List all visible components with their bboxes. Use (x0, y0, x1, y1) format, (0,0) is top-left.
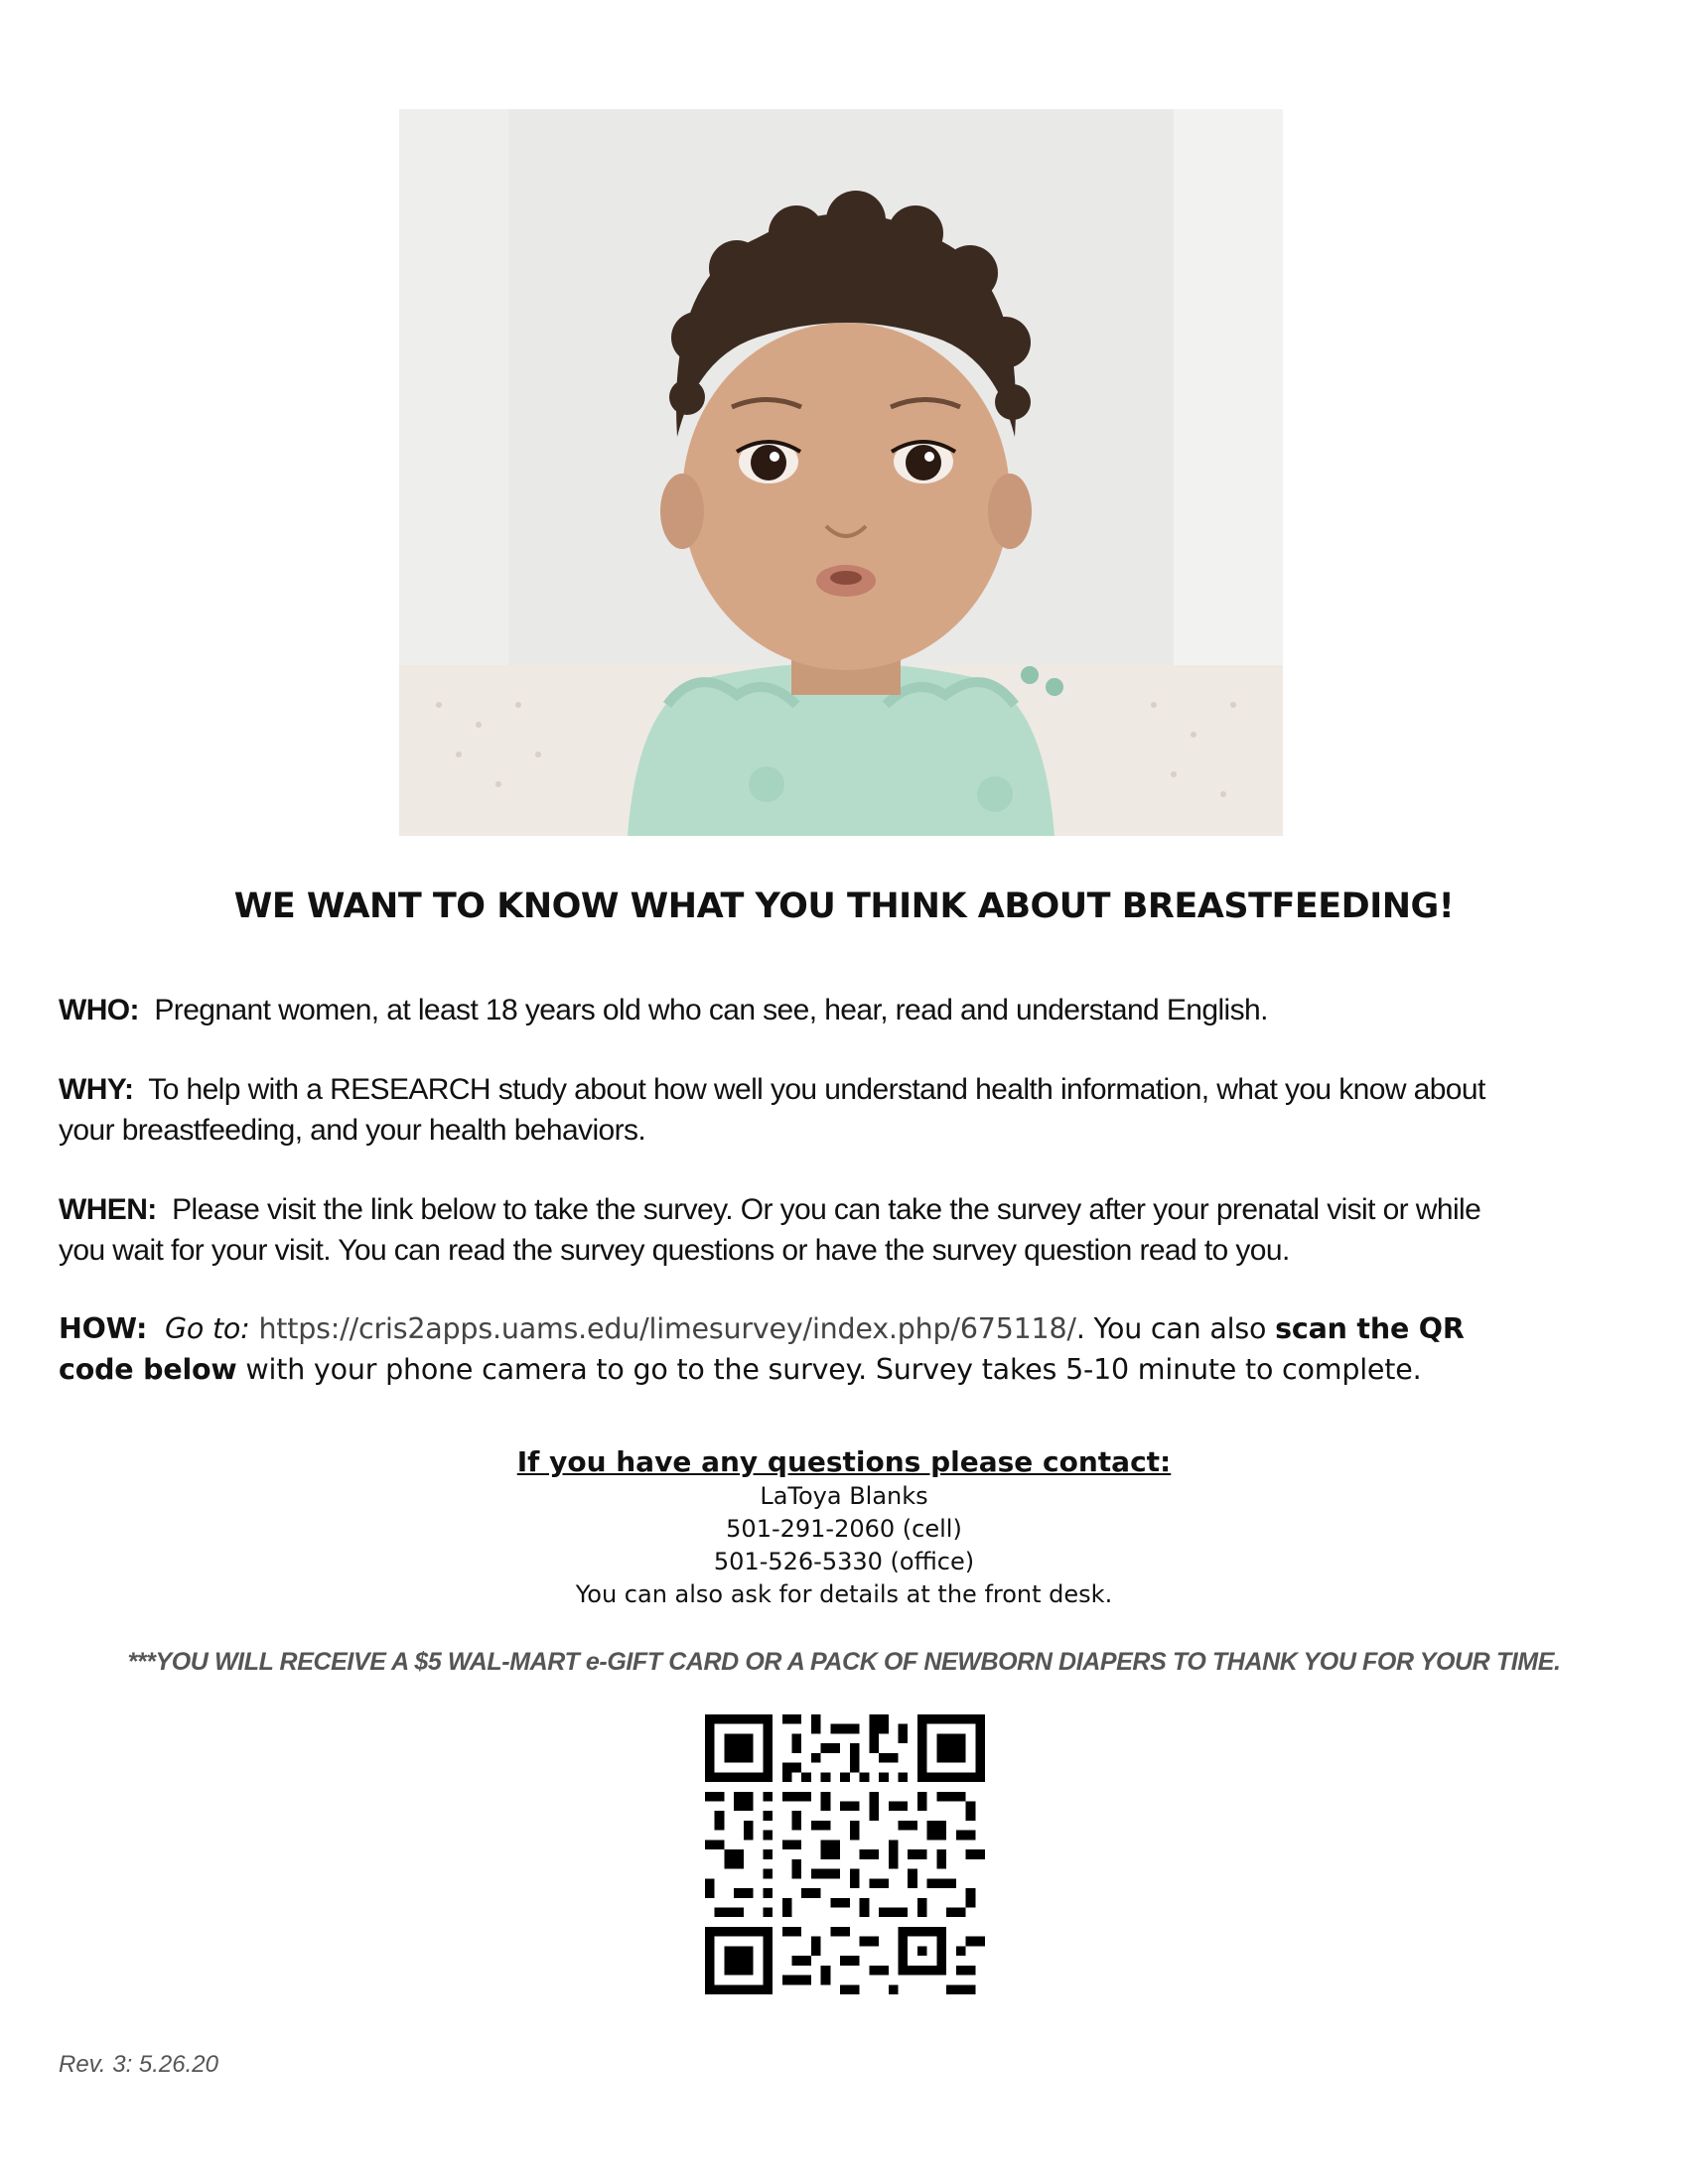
how-label: HOW: (59, 1312, 148, 1345)
how-after-url: . You can also (1075, 1312, 1276, 1345)
why-paragraph (59, 1069, 1647, 1151)
contact-note: You can also ask for details at the front desk. (575, 1580, 1113, 1608)
when-text-line2: you wait for your visit. You can read the survey questions or have the survey question read to you. (59, 1234, 1290, 1267)
who-paragraph (59, 990, 1647, 1030)
who-label: WHO: (59, 994, 139, 1026)
survey-link[interactable]: https://cris2apps.uams.edu/limesurvey/index.php/675118/ (258, 1312, 1076, 1345)
how-rest: with your phone camera to go to the survey. Survey takes 5-10 minute to complete. (236, 1353, 1422, 1386)
how-goto: Go to: (164, 1312, 250, 1345)
baby-photo (399, 109, 1283, 836)
why-text-line1: To help with a RESEARCH study about how well you understand health information, what you know about (148, 1073, 1485, 1106)
why-text-line2: your breastfeeding, and your health behaviors. (59, 1114, 646, 1147)
contact-heading: If you have any questions please contact: (516, 1445, 1172, 1478)
contact-cell: 501-291-2060 (cell) (726, 1515, 962, 1543)
revision-note: Rev. 3: 5.26.20 (59, 2051, 218, 2078)
why-label: WHY: (59, 1073, 134, 1106)
how-bold-code-below: code below (59, 1353, 237, 1386)
contact-block (0, 1444, 1688, 1611)
how-bold-scan: scan the QR (1275, 1312, 1465, 1345)
qr-code-icon[interactable] (705, 1714, 985, 1994)
when-text-line1: Please visit the link below to take the survey. Or you can take the survey after your prenatal visit or while (172, 1193, 1481, 1226)
how-paragraph (59, 1308, 1647, 1390)
reward-notice: ***YOU WILL RECEIVE A $5 WAL-MART e-GIFT CARD OR A PACK OF NEWBORN DIAPERS TO THANK YOU FOR YOUR TIME. (127, 1648, 1561, 1676)
contact-office: 501-526-5330 (office) (713, 1548, 975, 1575)
who-text: Pregnant women, at least 18 years old who can see, hear, read and understand English. (154, 994, 1268, 1026)
when-label: WHEN: (59, 1193, 157, 1226)
when-paragraph (59, 1189, 1647, 1271)
headline: WE WANT TO KNOW WHAT YOU THINK ABOUT BREASTFEEDING! (233, 887, 1455, 926)
contact-name: LaToya Blanks (760, 1482, 928, 1510)
